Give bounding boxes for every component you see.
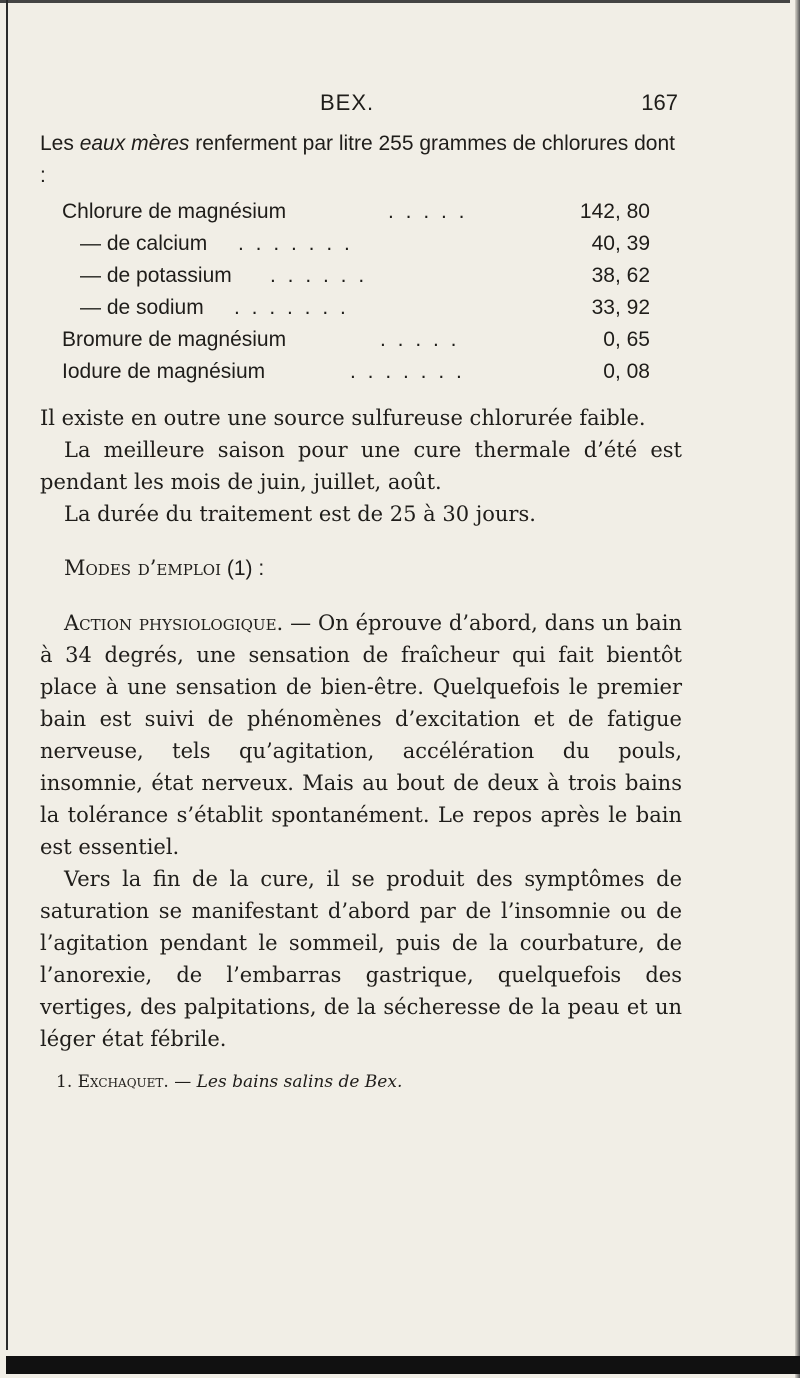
modes-footnote-ref: (1) : bbox=[221, 557, 265, 580]
table-row-dots: . . . . . . . bbox=[350, 360, 465, 383]
intro-paragraph bbox=[40, 128, 682, 192]
page-top-border bbox=[0, 0, 790, 3]
table-row-name: — de calcium bbox=[80, 232, 208, 255]
footnote-number: 1. bbox=[56, 1072, 73, 1092]
table-row-value: 40, 39 bbox=[591, 232, 650, 255]
running-title: BEX. bbox=[320, 90, 375, 115]
footnote-title: Les bains salins de Bex. bbox=[196, 1072, 403, 1092]
table-row-dots: . . . . . . bbox=[270, 264, 368, 287]
page-bottom-edge bbox=[6, 1356, 800, 1374]
page-header bbox=[320, 90, 678, 120]
footnote-author: Exchaquet. bbox=[77, 1072, 169, 1092]
action-heading: Action physiologique. bbox=[64, 611, 284, 635]
intro-after: renferment par litre 255 grammes de chlorures dont : bbox=[40, 132, 675, 187]
paragraph-duration: La durée du traitement est de 25 à 30 jours. bbox=[64, 502, 536, 526]
table-row-dots: . . . . . . . bbox=[234, 296, 349, 319]
action-text: — On éprouve d’abord, dans un bain à 34 degrés, une sensation de fraîcheur qui fait bientôt place à une sensation de bien-être. Quelquefois le premier bain est suivi de phénomènes d’excitation et de fatigue nerveuse, tels qu’agitation, accélération du pouls, insomnie, état nerveux. Mais au bout de deux à trois bains la tolérance s’établit spontanément. Le repos après le bain est essentiel. bbox=[40, 611, 682, 859]
table-row-dots: . . . . . bbox=[380, 328, 460, 351]
paragraph-action bbox=[40, 607, 682, 863]
table-row bbox=[40, 228, 682, 260]
table-row bbox=[40, 356, 682, 388]
table-row-dots: . . . . . . . bbox=[238, 232, 353, 255]
paragraph-sulfur-source: Il existe en outre une source sulfureuse chlorurée faible. bbox=[40, 406, 646, 430]
body-text bbox=[40, 402, 682, 1055]
intro-italic: eaux mères bbox=[79, 132, 190, 155]
paragraph-season: La meilleure saison pour une cure thermale d’été est pendant les mois de juin, juillet, août. bbox=[40, 438, 682, 494]
table-row bbox=[40, 324, 682, 356]
table-row-value: 0, 08 bbox=[603, 360, 650, 383]
modes-heading: Modes d’emploi bbox=[64, 556, 222, 580]
table-row-name: Iodure de magnésium bbox=[62, 360, 266, 383]
table-row-value: 38, 62 bbox=[591, 264, 650, 287]
page-right-edge bbox=[795, 0, 800, 1378]
table-row-name: Chlorure de magnésium bbox=[62, 200, 287, 223]
chloride-table bbox=[40, 196, 682, 388]
table-row-name: Bromure de magnésium bbox=[62, 328, 287, 351]
footnote-dash: — bbox=[168, 1072, 197, 1092]
table-row-value: 142, 80 bbox=[579, 200, 650, 223]
modes-heading-line bbox=[40, 552, 682, 585]
paragraph-saturation: Vers la fin de la cure, il se produit des symptômes de saturation se manifestant d’abord par de l’insomnie ou de l’agitation pendant le sommeil, puis de la courbature, de l’anorexie, de l’embarras gastrique, quelquefois des vertiges, des palpitations, de la sécheresse de la peau et un léger état fébrile. bbox=[40, 867, 682, 1051]
table-row bbox=[40, 260, 682, 292]
page-number: 167 bbox=[641, 90, 678, 115]
intro-before: Les bbox=[40, 132, 80, 155]
table-row bbox=[40, 292, 682, 324]
table-row-dots: . . . . . bbox=[388, 200, 468, 223]
footnote bbox=[56, 1070, 696, 1094]
table-row-name: — de potassium bbox=[80, 264, 232, 287]
page-left-edge bbox=[6, 0, 8, 1350]
table-row-name: — de sodium bbox=[80, 296, 204, 319]
table-row bbox=[40, 196, 682, 228]
table-row-value: 0, 65 bbox=[603, 328, 650, 351]
table-row-value: 33, 92 bbox=[591, 296, 650, 319]
